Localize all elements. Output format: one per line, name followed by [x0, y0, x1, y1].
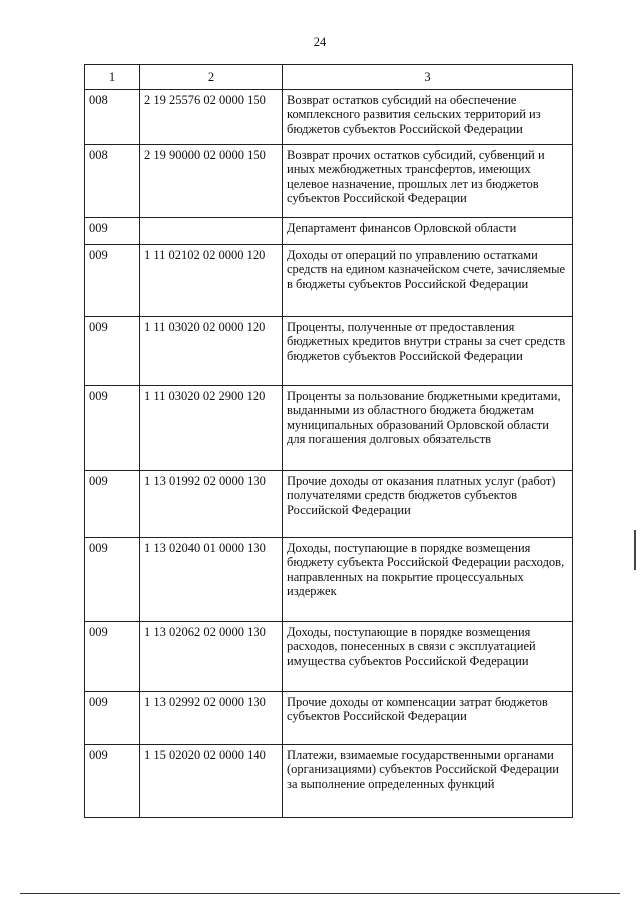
- budget-code-cell: 2 19 25576 02 0000 150: [140, 90, 283, 145]
- scan-edge-mark: [634, 530, 636, 570]
- admin-code-cell: 009: [85, 692, 140, 745]
- admin-code-cell: 008: [85, 90, 140, 145]
- table-row: [85, 245, 573, 317]
- table-header-row: [85, 65, 573, 90]
- budget-code-cell: 1 15 02020 02 0000 140: [140, 745, 283, 818]
- revenue-name-cell: Возврат прочих остатков субсидий, субвенций и иных межбюджетных трансфертов, имеющих целевое назначение, прошлых лет из бюджетов субъектов Российской Федерации: [283, 145, 573, 218]
- admin-code-cell: 009: [85, 317, 140, 386]
- revenue-name-cell: Проценты за пользование бюджетными кредитами, выданными из областного бюджета бюджетам муниципальных образований Орловской области для погашения долговых обязательств: [283, 386, 573, 471]
- budget-code-cell: 1 13 01992 02 0000 130: [140, 471, 283, 538]
- header-col-2: 2: [140, 65, 283, 90]
- revenue-name-cell: Департамент финансов Орловской области: [283, 218, 573, 245]
- budget-code-cell: 2 19 90000 02 0000 150: [140, 145, 283, 218]
- table-row: [85, 386, 573, 471]
- table-row: [85, 745, 573, 818]
- table-row: [85, 471, 573, 538]
- budget-codes-table: [84, 64, 573, 818]
- revenue-name-cell: Доходы от операций по управлению остатками средств на едином казначейском счете, зачисляемые в бюджеты субъектов Российской Федерации: [283, 245, 573, 317]
- table-row: [85, 538, 573, 622]
- admin-code-cell: 009: [85, 245, 140, 317]
- revenue-name-cell: Прочие доходы от оказания платных услуг (работ) получателями средств бюджетов субъектов Российской Федерации: [283, 471, 573, 538]
- budget-code-cell: 1 11 02102 02 0000 120: [140, 245, 283, 317]
- revenue-name-cell: Доходы, поступающие в порядке возмещения бюджету субъекта Российской Федерации расходов, направленных на покрытие процессуальных издержек: [283, 538, 573, 622]
- revenue-name-cell: Проценты, полученные от предоставления бюджетных кредитов внутри страны за счет средств бюджетов субъектов Российской Федерации: [283, 317, 573, 386]
- budget-code-cell: [140, 218, 283, 245]
- table-row: [85, 622, 573, 692]
- table-row: [85, 90, 573, 145]
- budget-code-cell: 1 13 02992 02 0000 130: [140, 692, 283, 745]
- budget-code-cell: 1 13 02062 02 0000 130: [140, 622, 283, 692]
- admin-code-cell: 009: [85, 745, 140, 818]
- revenue-name-cell: Платежи, взимаемые государственными органами (организациями) субъектов Российской Федерации за выполнение определенных функций: [283, 745, 573, 818]
- table-row: [85, 218, 573, 245]
- header-col-1: 1: [85, 65, 140, 90]
- admin-code-cell: 009: [85, 471, 140, 538]
- revenue-name-cell: Возврат остатков субсидий на обеспечение комплексного развития сельских территорий из бюджетов субъектов Российской Федерации: [283, 90, 573, 145]
- admin-code-cell: 008: [85, 145, 140, 218]
- admin-code-cell: 009: [85, 386, 140, 471]
- page-bottom-rule: [20, 893, 620, 894]
- revenue-name-cell: Прочие доходы от компенсации затрат бюджетов субъектов Российской Федерации: [283, 692, 573, 745]
- budget-code-cell: 1 13 02040 01 0000 130: [140, 538, 283, 622]
- admin-code-cell: 009: [85, 218, 140, 245]
- table-row: [85, 145, 573, 218]
- revenue-name-cell: Доходы, поступающие в порядке возмещения расходов, понесенных в связи с эксплуатацией имущества субъектов Российской Федерации: [283, 622, 573, 692]
- header-col-3: 3: [283, 65, 573, 90]
- budget-code-cell: 1 11 03020 02 2900 120: [140, 386, 283, 471]
- table-row: [85, 692, 573, 745]
- page-number: 24: [313, 35, 327, 49]
- admin-code-cell: 009: [85, 622, 140, 692]
- admin-code-cell: 009: [85, 538, 140, 622]
- table-row: [85, 317, 573, 386]
- budget-code-cell: 1 11 03020 02 0000 120: [140, 317, 283, 386]
